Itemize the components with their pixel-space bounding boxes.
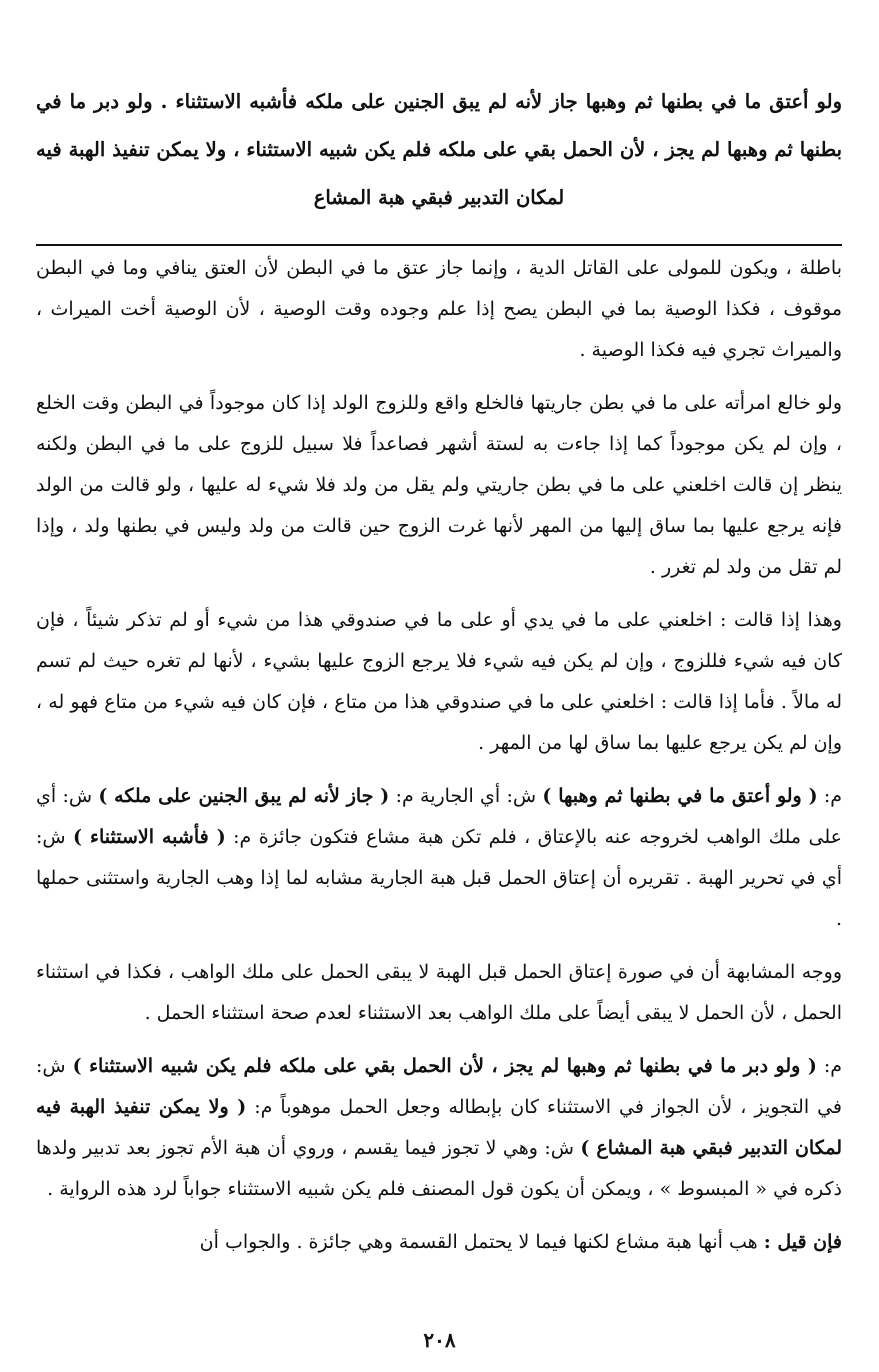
commentary-paragraph-4 bbox=[36, 776, 842, 940]
sharh-marker: ش: bbox=[544, 1137, 574, 1159]
objection-label: فإن قيل : bbox=[763, 1231, 842, 1253]
matn-marker: م: bbox=[395, 785, 414, 807]
sharh-marker: ش: bbox=[36, 1055, 66, 1077]
sharh-marker: ش: bbox=[36, 826, 66, 848]
sharh-marker: ش: bbox=[62, 785, 93, 807]
sharh-marker: ش: bbox=[506, 785, 537, 807]
sharh-text: أي الجارية bbox=[420, 785, 501, 807]
commentary-paragraph-3: وهذا إذا قالت : اخلعني على ما في يدي أو على ما في صندوقي هذا من شيء أو لم تذكر شيئاً ، فإن كان فيه شيء فللزوج ، وإن لم يكن فيه شيء فلا يرجع الزوج عليها بشيء ، لأنها لم تغره حيث لم تسم له مالاً . فأما إذا قالت : اخلعني على ما في صندوقي هذا من متاع ، فإن كان فيه شيء من متاع فهو له ، وإن لم يكن يرجع عليها بما ساق لها من المهر . bbox=[36, 609, 842, 754]
separator-line bbox=[36, 244, 842, 246]
commentary-paragraph-5: ووجه المشابهة أن في صورة إعتاق الحمل قبل الهبة لا يبقى الحمل على ملك الواهب ، فكذا في استثناء الحمل ، لأن الحمل لا يبقى أيضاً على ملك الواهب بعد الاستثناء لعدم صحة استثناء الحمل . bbox=[36, 961, 842, 1024]
matn-quote: ( جاز لأنه لم يبق الجنين على ملكه ) bbox=[98, 785, 390, 807]
matn-marker: م: bbox=[233, 826, 252, 848]
sharh-text: في التجويز ، لأن الجواز في الاستثناء كان بإبطاله وجعل الحمل موهوباً bbox=[280, 1096, 843, 1118]
matn-text: ولو أعتق ما في بطنها ثم وهبها جاز لأنه لم يبق الجنين على ملكه فأشبه الاستثناء . ولو دبر ما في بطنها ثم وهبها لم يجز ، لأن الحمل بقي على ملكه فلم يكن شبيه الاستثناء ، ولا يمكن تنفيذ الهبة فيه لمكان التدبير فبقي هبة المشاع bbox=[36, 90, 842, 209]
book-page bbox=[36, 78, 842, 1263]
sharh-text: أي في تحرير الهبة . تقريره أن إعتاق الحمل قبل هبة الجارية مشابه لما إذا وهب الجارية واستثنى حملها . bbox=[36, 867, 842, 930]
matn-marker: م: bbox=[823, 1055, 842, 1077]
commentary-paragraph-2: ولو خالع امرأته على ما في بطن جاريتها فالخلع واقع وللزوج الولد إذا كان موجوداً في البطن وقت الخلع ، وإن لم يكن موجوداً كما إذا جاءت به لستة أشهر فصاعداً فلا سبيل للزوج على ما في البطن ولكنه ينظر إن قالت اخلعني على ما في بطن جاريتي ولم يقل من ولد فلا شيء له عليها ، ولو قالت من الولد فإنه يرجع عليها بما ساق إليها من المهر لأنها غرت الزوج حين قالت من ولد وليس في بطنها ولد ، وإذا لم تقل من ولد لم تغرر . bbox=[36, 392, 842, 578]
commentary-paragraph-1: باطلة ، ويكون للمولى على القاتل الدية ، وإنما جاز عتق ما في البطن لأن العتق ينافي وما في البطن موقوف ، فكذا الوصية بما في البطن يصح إذا علم وجوده وقت الوصية ، لأن الوصية أخت الميراث ، والميراث تجري فيه فكذا الوصية . bbox=[36, 257, 843, 361]
matn-quote: ( ولا يمكن تنفيذ الهبة فيه لمكان التدبير فبقي هبة المشاع ) bbox=[36, 1096, 842, 1159]
matn-marker: م: bbox=[254, 1096, 273, 1118]
matn-quote: ( ولو دبر ما في بطنها ثم وهبها لم يجز ، لأن الحمل بقي على ملكه فلم يكن شبيه الاستثناء ) bbox=[72, 1055, 817, 1077]
page-number: ٢٠٨ bbox=[423, 1328, 456, 1352]
matn-quote: ( فأشبه الاستثناء ) bbox=[73, 826, 226, 848]
sharh-text: وهي لا تجوز فيما يقسم ، وروي أن هبة الأم تجوز بعد تدبير ولدها ذكره في « المبسوط » ، ويمكن أن يكون قول المصنف فلم يكن شبيه الاستثناء جواباً لرد هذه الرواية . bbox=[36, 1137, 842, 1200]
sharh-text: أي على ملك الواهب لخروجه عنه بالإعتاق ، فلم تكن هبة مشاع فتكون جائزة bbox=[36, 785, 842, 848]
commentary bbox=[36, 248, 842, 1263]
commentary-paragraph-7 bbox=[36, 1222, 842, 1263]
matn-marker: م: bbox=[823, 785, 843, 807]
matn-quote: ( ولو أعتق ما في بطنها ثم وهبها ) bbox=[542, 785, 818, 807]
commentary-paragraph-6 bbox=[36, 1046, 842, 1210]
objection-text: هب أنها هبة مشاع لكنها فيما لا يحتمل القسمة وهي جائزة . والجواب أن bbox=[199, 1231, 758, 1253]
